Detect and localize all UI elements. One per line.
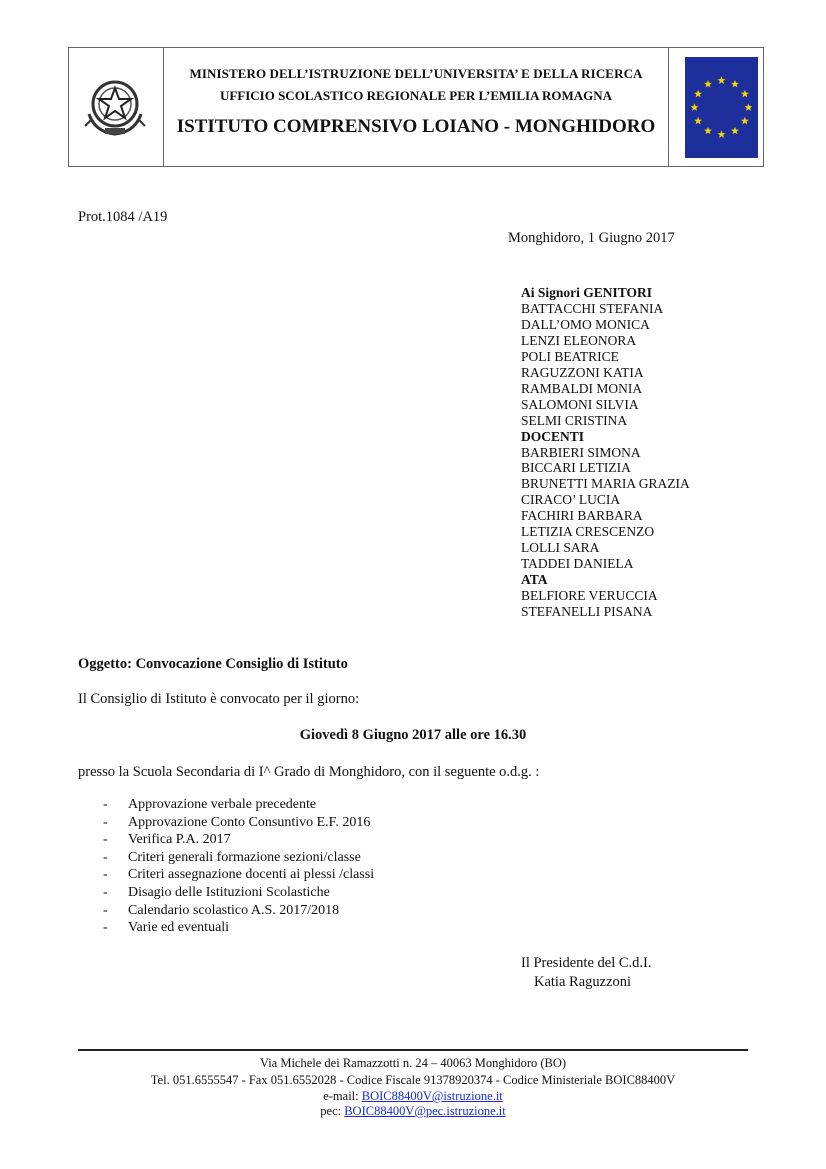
recipient: BATTACCHI STEFANIA [521,300,664,316]
school-name: ISTITUTO COMPRENSIVO LOIANO - MONGHIDORO [176,116,656,137]
agenda-bullet: - [103,884,108,900]
signature-title: Il Presidente del C.d.I. [521,955,652,971]
letterhead [68,47,764,167]
italian-emblem-icon [81,76,149,138]
agenda-bullet: - [103,832,108,848]
agenda-item-text: Approvazione verbale precedente [128,797,317,812]
agenda-bullet: - [103,867,108,883]
recipient: FACHIRI BARBARA [521,508,643,524]
footer-divider [78,1049,748,1051]
ata-heading: ATA [521,572,548,588]
agenda-item-text: Calendario scolastico A.S. 2017/2018 [128,902,340,918]
docenti-heading: DOCENTI [521,428,585,444]
agenda-bullet: - [103,814,108,830]
recipient: RAMBALDI MONIA [521,380,643,396]
location-text: presso la Scuola Secondaria di I^ Grado di Monghidoro, con il seguente o.d.g. : [78,764,540,780]
genitori-heading: Ai Signori GENITORI [521,285,653,300]
eu-flag-icon [685,57,758,158]
email-label: e-mail: [323,1089,362,1103]
agenda-item [103,796,374,814]
intro-text: Il Consiglio di Istituto è convocato per il giorno: [78,691,360,707]
recipient: STEFANELLI PISANA [521,604,653,620]
recipient: CIRACO’ LUCIA [521,492,621,508]
recipient: SALOMONI SILVIA [521,396,639,412]
footer-address: Via Michele dei Ramazzotti n. 24 – 40063 Monghidoro (BO) [259,1056,567,1070]
agenda-item-text: Varie ed eventuali [128,920,230,936]
recipients-list [521,285,690,620]
agenda-item [103,884,374,902]
agenda-bullet: - [103,849,108,865]
pec-link[interactable]: BOIC88400V@pec.istruzione.it [344,1104,506,1118]
recipient: BELFIORE VERUCCIA [521,588,658,604]
agenda-item-text: Disagio delle Istituzioni Scolastiche [128,884,330,900]
recipient: RAGUZZONI KATIA [521,364,644,380]
agenda-bullet: - [103,902,108,918]
signature-name: Katia Raguzzoni [534,974,632,990]
agenda-item [103,849,374,867]
place-and-date: Monghidoro, 1 Giugno 2017 [508,230,675,246]
agenda-item [103,831,374,849]
footer-pec-line [60,1104,766,1119]
recipient: BICCARI LETIZIA [521,460,631,476]
agenda-bullet: - [103,797,108,812]
ministry-name: MINISTERO DELL’ISTRUZIONE DELL’UNIVERSITA’ E DELLA RICERCA [189,66,643,81]
protocol-number: Prot.1084 /A19 [78,209,168,225]
letterhead-text [164,48,668,166]
meeting-datetime: Giovedì 8 Giugno 2017 alle ore 16.30 [299,727,527,743]
subject-line: Oggetto: Convocazione Consiglio di Istituto [78,656,348,672]
agenda-bullet: - [103,920,108,936]
letterhead-emblem-cell [69,48,164,166]
agenda-item-text: Approvazione Conto Consuntivo E.F. 2016 [128,814,371,830]
regional-office-name: UFFICIO SCOLASTICO REGIONALE PER L’EMILIA ROMAGNA [219,88,613,103]
agenda-item-text: Verifica P.A. 2017 [128,832,231,848]
recipient: DALL’OMO MONICA [521,316,650,332]
agenda-item-text: Criteri generali formazione sezioni/classe [128,849,361,865]
recipient: SELMI CRISTINA [521,412,628,428]
agenda-item [103,814,374,832]
agenda-list [103,796,374,937]
email-link[interactable]: BOIC88400V@istruzione.it [361,1089,503,1103]
agenda-item [103,902,374,920]
recipient: LOLLI SARA [521,540,600,556]
pec-label: pec: [320,1104,345,1118]
recipient: TADDEI DANIELA [521,556,634,572]
recipient: POLI BEATRICE [521,348,619,364]
agenda-item-text: Criteri assegnazione docenti ai plessi /classi [128,867,375,883]
agenda-item [103,866,374,884]
agenda-item [103,919,374,937]
recipient: LENZI ELEONORA [521,332,637,348]
footer-email-line [60,1089,766,1104]
recipient: BRUNETTI MARIA GRAZIA [521,476,690,492]
recipient: BARBIERI SIMONA [521,444,641,460]
footer-contacts: Tel. 051.6555547 - Fax 051.6552028 - Codice Fiscale 91378920374 - Codice Ministeriale BOIC88400V [150,1073,676,1087]
recipient: LETIZIA CRESCENZO [521,524,655,540]
